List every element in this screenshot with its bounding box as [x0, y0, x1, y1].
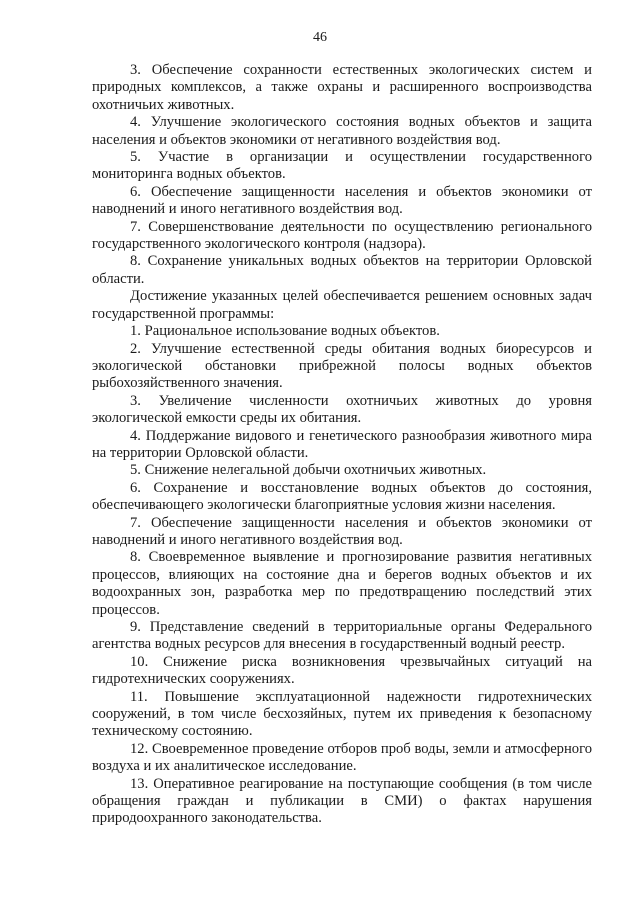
task-item: 4. Поддержание видового и генетического разнообразия животного мира на территории Орловской области. — [92, 427, 592, 461]
goal-item: 5. Участие в организации и осуществлении государственного мониторинга водных объектов. — [92, 149, 592, 183]
goal-item: 6. Обеспечение защищенности населения и объектов экономики от наводнений и иного негативного воздействия вод. — [92, 183, 592, 218]
task-item: 1. Рациональное использование водных объектов. — [130, 323, 440, 340]
goal-item: 3. Обеспечение сохранности естественных экологических систем и природных комплексов, а также охраны и расширенного воспроизводства охотничьих животных. — [92, 62, 592, 113]
goal-item: 4. Улучшение экологического состояния водных объектов и защита населения и объектов экономики от негативного воздействия вод. — [92, 114, 592, 148]
task-item: 12. Своевременное проведение отборов проб воды, земли и атмосферного воздуха и их аналитическое исследование. — [92, 740, 592, 775]
task-item: 6. Сохранение и восстановление водных объектов до состояния, обеспечивающего экологически благоприятные условия жизни населения. — [92, 479, 592, 514]
task-item: 10. Снижение риска возникновения чрезвычайных ситуаций на гидротехнических сооружениях. — [92, 653, 592, 688]
document-body — [92, 62, 592, 828]
task-item: 8. Своевременное выявление и прогнозирование развития негативных процессов, влияющих на состояние дна и берегов водных объектов и их водоохранных зон, разработка мер по предотвращению последствий этих процессов. — [92, 549, 592, 618]
task-item: 2. Улучшение естественной среды обитания водных биоресурсов и экологической обстановки прибрежной полосы водных объектов рыбохозяйственного значения. — [92, 340, 592, 392]
goal-item: 7. Совершенствование деятельности по осуществлению регионального государственного экологического контроля (надзора). — [92, 218, 592, 253]
task-item: 5. Снижение нелегальной добычи охотничьих животных. — [130, 462, 487, 479]
task-item: 9. Представление сведений в территориальные органы Федерального агентства водных ресурсов для внесения в государственный водный реестр. — [92, 619, 592, 653]
task-item: 7. Обеспечение защищенности населения и объектов экономики от наводнений и иного негативного воздействия вод. — [92, 514, 592, 548]
tasks-intro: Достижение указанных целей обеспечивается решением основных задач государственной программы: — [92, 288, 592, 322]
task-item: 3. Увеличение численности охотничьих животных до уровня экологической емкости среды их обитания. — [92, 392, 592, 427]
goal-item: 8. Сохранение уникальных водных объектов на территории Орловской области. — [92, 253, 592, 287]
page-number: 46 — [313, 30, 327, 45]
task-item: 13. Оперативное реагирование на поступающие сообщения (в том числе обращения граждан и публикации в СМИ) о фактах нарушения природоохранного законодательства. — [92, 775, 592, 827]
task-item: 11. Повышение эксплуатационной надежности гидротехнических сооружений, в том числе бесхозяйных, путем их приведения к безопасному техническому состоянию. — [92, 688, 592, 740]
